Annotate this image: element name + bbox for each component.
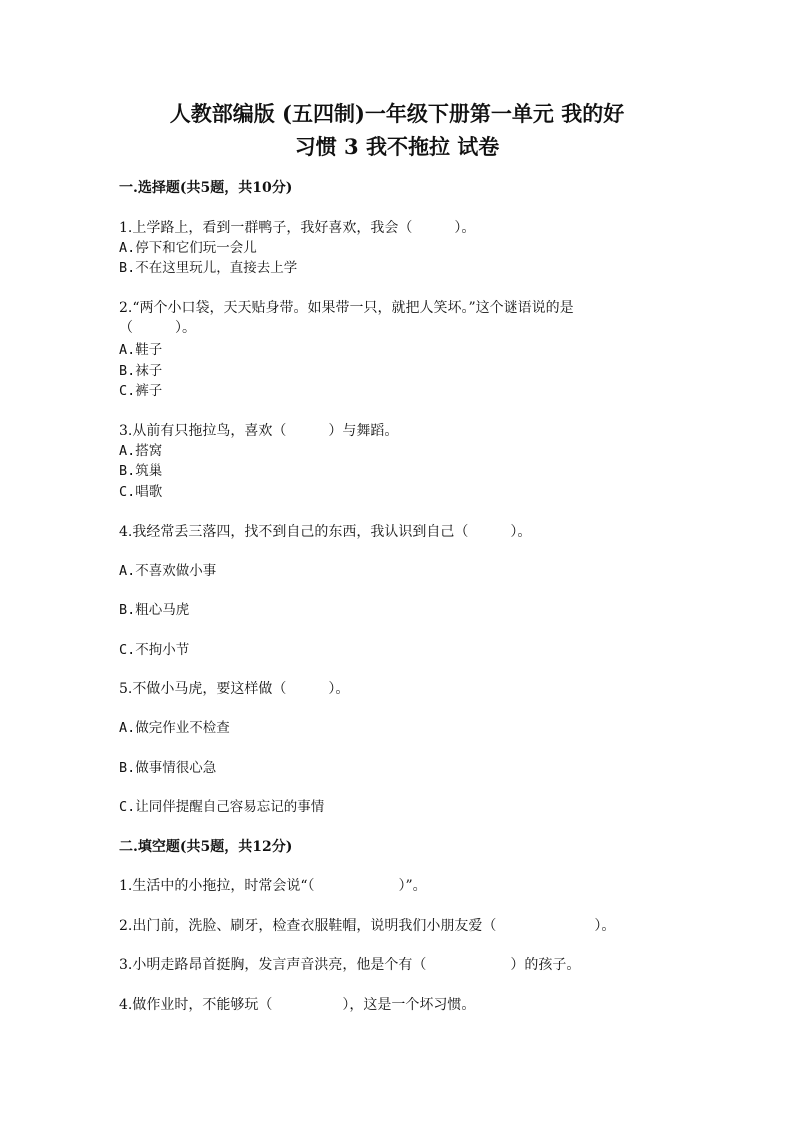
option-a: A.做完作业不检查 — [119, 720, 230, 736]
question-stem: 5.不做小马虎，要这样做（ ）。 — [119, 681, 350, 697]
option-a: A.停下和它们玩一会儿 — [119, 240, 257, 256]
exam-title-line-1: 人教部编版 (五四制)一年级下册第一单元 我的好 — [169, 101, 625, 126]
section-heading-fill: 二.填空题(共5题，共12分) — [119, 839, 293, 855]
question-stem: 1.上学路上，看到一群鸭子，我好喜欢，我会（ ）。 — [119, 220, 476, 236]
question-stem-continued: （ ）。 — [119, 320, 196, 336]
option-b: B.不在这里玩儿，直接去上学 — [119, 260, 298, 276]
option-b: B.做事情很心急 — [119, 760, 217, 776]
option-a: A.鞋子 — [119, 342, 163, 358]
exam-title-line-2: 习惯 3 我不拖拉 试卷 — [294, 134, 500, 159]
question-stem: 4.我经常丢三落四，找不到自己的东西，我认识到自己（ ）。 — [119, 524, 532, 540]
option-a: A.不喜欢做小事 — [119, 563, 217, 579]
fill-question: 4.做作业时，不能够玩（ ），这是一个坏习惯。 — [119, 997, 476, 1013]
question-stem: 2.“两个小口袋，天天贴身带。如果带一只，就把人笑坏。”这个谜语说的是 — [119, 300, 574, 316]
option-b: B.筑巢 — [119, 463, 163, 479]
option-c: C.唱歌 — [119, 484, 163, 500]
option-c: C.不拘小节 — [119, 642, 190, 658]
fill-question: 2.出门前，洗脸、刷牙，检查衣服鞋帽，说明我们小朋友爱（ ）。 — [119, 918, 616, 934]
question-stem: 3.从前有只拖拉鸟，喜欢（ ）与舞蹈。 — [119, 423, 399, 439]
option-c: C.裤子 — [119, 383, 163, 399]
option-a: A.搭窝 — [119, 443, 163, 459]
option-c: C.让同伴提醒自己容易忘记的事情 — [119, 799, 325, 815]
option-b: B.袜子 — [119, 363, 163, 379]
section-heading-choice: 一.选择题(共5题，共10分) — [119, 180, 293, 196]
option-b: B.粗心马虎 — [119, 602, 190, 618]
fill-question: 3.小明走路昂首挺胸，发言声音洪亮，他是个有（ ）的孩子。 — [119, 957, 581, 973]
fill-question: 1.生活中的小拖拉，时常会说“（ ）”。 — [119, 878, 427, 894]
